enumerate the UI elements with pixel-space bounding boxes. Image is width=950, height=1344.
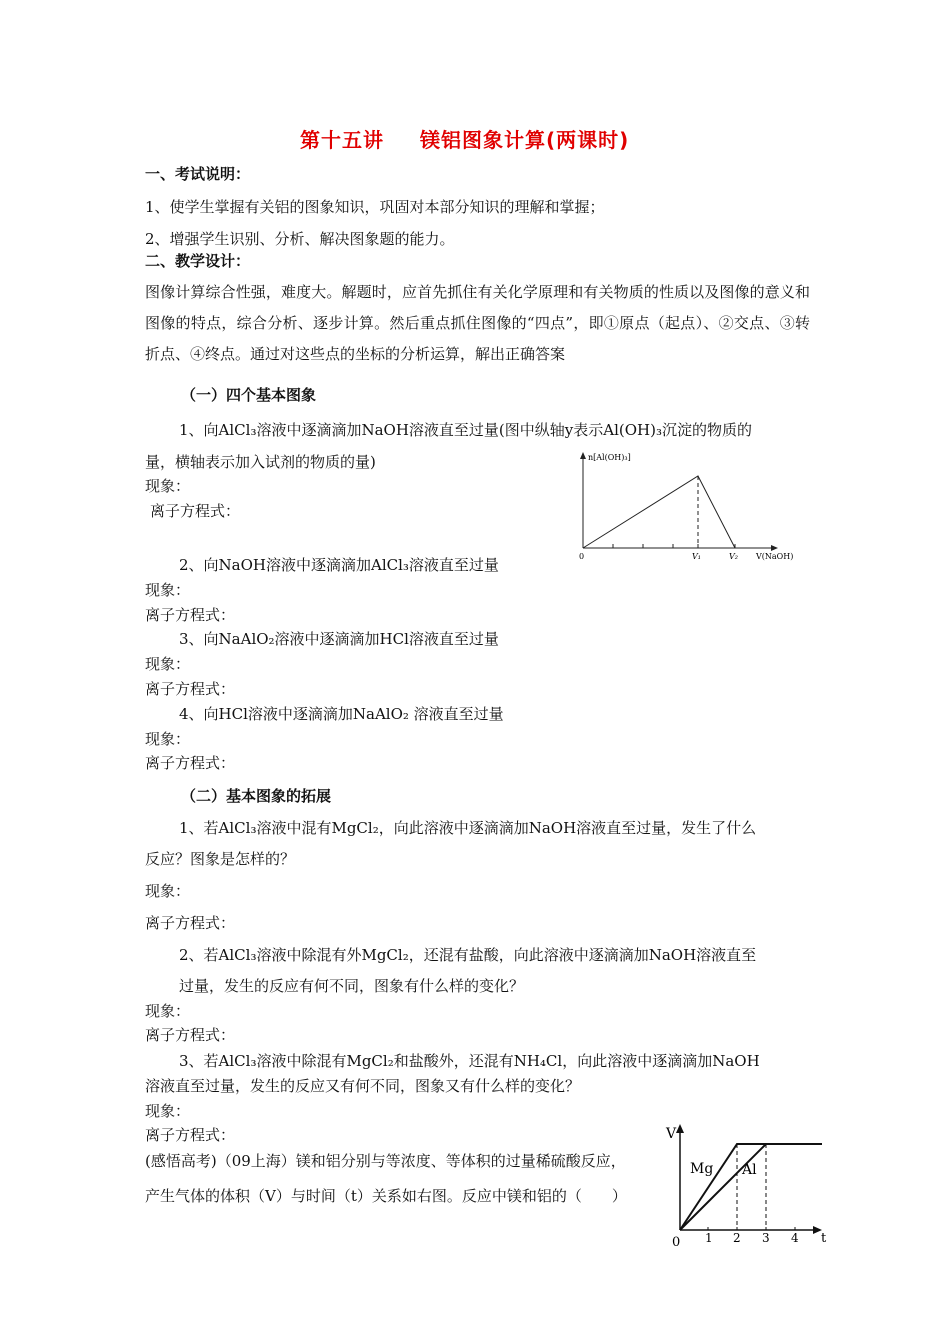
graph2-tick-label: 1 xyxy=(705,1231,713,1245)
graph2-mg-line xyxy=(680,1144,822,1230)
e1-line1: 1、若AlCl₃溶液中混有MgCl₂，向此溶液中逐滴滴加NaOH溶液直至过量，发生了什么 xyxy=(179,819,757,837)
q3-phenomenon: 现象： xyxy=(145,655,191,673)
section2-heading: 二、教学设计： xyxy=(145,252,251,270)
page-title xyxy=(300,124,629,153)
graph1-y-label: n[Al(OH)₃] xyxy=(588,453,631,462)
q4-ion-equation: 离子方程式： xyxy=(145,754,236,772)
graph2-al-label: Al xyxy=(742,1162,757,1178)
e3-line1: 3、若AlCl₃溶液中除混有MgCl₂和盐酸外，还混有NH₄Cl，向此溶液中逐滴滴加NaOH xyxy=(179,1052,760,1070)
q3-text: 3、向NaAlO₂溶液中逐滴滴加HCl溶液直至过量 xyxy=(179,630,499,648)
e3-phenomenon: 现象： xyxy=(145,1102,191,1120)
gaokao-line2: 产生气体的体积（V）与时间（t）关系如右图。反应中镁和铝的（ ） xyxy=(145,1187,627,1205)
gaokao-line1: (感悟高考)（09上海）镁和铝分别与等浓度、等体积的过量稀硫酸反应， xyxy=(145,1152,626,1170)
q4-phenomenon: 现象： xyxy=(145,730,191,748)
graph2-tick-label: 2 xyxy=(733,1231,741,1245)
e2-ion-equation: 离子方程式： xyxy=(145,1026,236,1044)
e1-phenomenon: 现象： xyxy=(145,882,191,900)
q1-line2: 量，横轴表示加入试剂的物质的量) xyxy=(145,453,376,471)
section1-heading: 一、考试说明： xyxy=(145,165,251,183)
e3-line2: 溶液直至过量，发生的反应又有何不同，图象又有什么样的变化？ xyxy=(145,1077,581,1095)
e2-line1: 2、若AlCl₃溶液中除混有外MgCl₂，还混有盐酸，向此溶液中逐滴滴加NaOH溶液直至 xyxy=(179,946,757,964)
title-lecture-number: 第十五讲 xyxy=(300,128,384,152)
title-topic: 镁铝图象计算(两课时) xyxy=(420,128,630,152)
e2-phenomenon: 现象： xyxy=(145,1002,191,1020)
graph2-mg-label: Mg xyxy=(690,1161,714,1177)
part1-heading: （一）四个基本图象 xyxy=(181,386,317,404)
q2-text: 2、向NaOH溶液中逐滴滴加AlCl₃溶液直至过量 xyxy=(179,556,499,574)
graph2-y-label: V xyxy=(666,1126,677,1142)
e1-ion-equation: 离子方程式： xyxy=(145,914,236,932)
e1-line2: 反应？图象是怎样的？ xyxy=(145,850,296,868)
part2-heading: （二）基本图象的拓展 xyxy=(181,787,332,805)
q4-text: 4、向HCl溶液中逐滴滴加NaAlO₂ 溶液直至过量 xyxy=(179,705,504,723)
graph1-v1-label: V₁ xyxy=(692,552,701,561)
aluminum-hydroxide-graph xyxy=(570,448,810,563)
graph2-y-arrow xyxy=(676,1124,684,1133)
q1-ion-equation: 离子方程式： xyxy=(150,502,241,520)
q2-phenomenon: 现象： xyxy=(145,581,191,599)
section2-paragraph: 图像计算综合性强，难度大。解题时，应首先抓住有关化学原理和有关物质的性质以及图像的意义和图像的特点，综合分析、逐步计算。然后重点抓住图像的“四点”，即①原点（起点）、②交点、③转折点、④终点。通过对这些点的坐标的分析运算，解出正确答案 xyxy=(145,283,810,363)
q3-ion-equation: 离子方程式： xyxy=(145,680,236,698)
e2-line2: 过量，发生的反应有何不同，图象有什么样的变化？ xyxy=(179,977,525,995)
graph1-origin-label: 0 xyxy=(579,552,585,561)
section1-item2: 2、增强学生识别、分析、解决图象题的能力。 xyxy=(145,230,455,248)
graph1-x-arrow xyxy=(771,545,778,551)
e3-ion-equation: 离子方程式： xyxy=(145,1126,236,1144)
gas-volume-time-graph xyxy=(658,1118,830,1252)
q1-line1: 1、向AlCl₃溶液中逐滴滴加NaOH溶液直至过量(图中纵轴y表示Al(OH)₃沉淀的物质的 xyxy=(179,421,752,439)
graph1-curve xyxy=(583,476,735,548)
graph2-al-line xyxy=(680,1144,766,1230)
graph2-x-label: t xyxy=(821,1231,827,1246)
section1-item1: 1、使学生掌握有关铝的图象知识，巩固对本部分知识的理解和掌握； xyxy=(145,198,605,216)
graph1-x-label: V(NaOH) xyxy=(756,552,794,561)
graph2-tick-label: 3 xyxy=(762,1231,770,1245)
graph2-tick-label: 4 xyxy=(791,1231,799,1245)
graph1-y-arrow xyxy=(580,452,586,459)
q2-ion-equation: 离子方程式： xyxy=(145,606,236,624)
q1-phenomenon: 现象： xyxy=(145,477,191,495)
graph2-origin-label: 0 xyxy=(672,1235,681,1250)
graph1-v2-label: V₂ xyxy=(729,552,738,561)
